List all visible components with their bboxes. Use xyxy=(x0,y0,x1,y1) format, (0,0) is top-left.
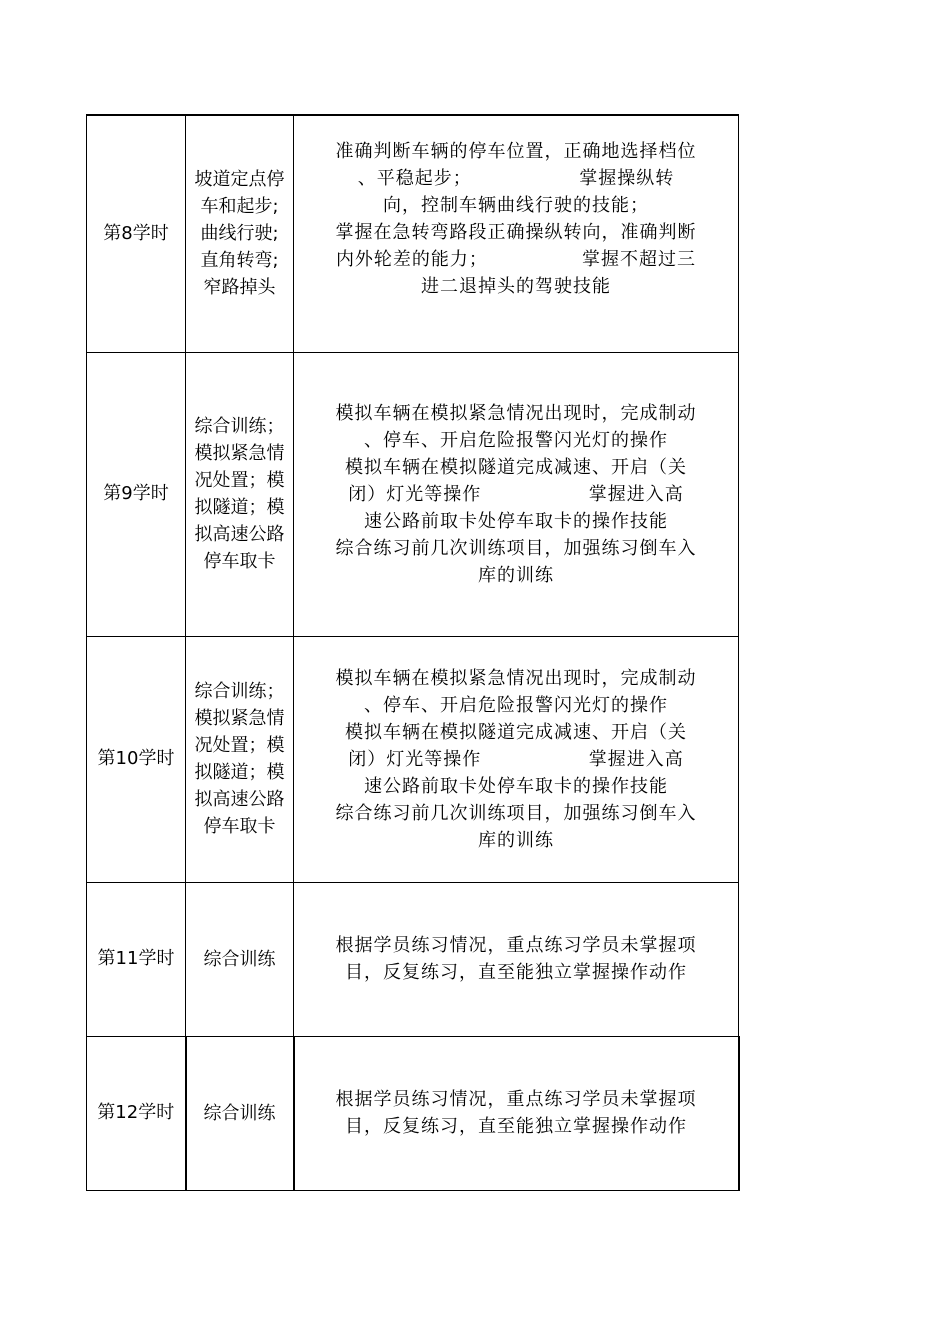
content-line: 内外轮差的能力； 掌握不超过三 xyxy=(335,249,697,270)
content-cell xyxy=(294,882,739,1036)
schedule-table xyxy=(86,114,740,1191)
content-cell xyxy=(294,1036,739,1190)
period-cell: 第10学时 xyxy=(87,636,186,882)
schedule-row xyxy=(87,115,739,352)
schedule-row xyxy=(87,352,739,636)
content-line: 速公路前取卡处停车取卡的操作技能 xyxy=(364,510,668,532)
content-line: 准确判断车辆的停车位置，正确地选择档位 xyxy=(335,141,697,162)
schedule-body xyxy=(87,115,739,1190)
content-line: 向，控制车辆曲线行驶的技能； xyxy=(383,195,649,216)
content-cell xyxy=(294,352,739,636)
content-line: 综合练习前几次训练项目，加强练习倒车入 xyxy=(335,802,697,824)
topic-cell xyxy=(186,352,294,636)
period-cell: 第9学时 xyxy=(87,352,186,636)
topic-cell xyxy=(186,1036,294,1190)
content-line: 库的训练 xyxy=(478,564,554,586)
content-line: 、停车、开启危险报警闪光灯的操作 xyxy=(364,429,668,451)
content-line: 目，反复练习，直至能独立掌握操作动作 xyxy=(345,1116,687,1137)
content-line: 目，反复练习，直至能独立掌握操作动作 xyxy=(345,962,687,983)
topic-text: 坡道定点停车和起步;曲线行驶;直角转弯;窄路掉头 xyxy=(194,169,285,299)
content-line: 、停车、开启危险报警闪光灯的操作 xyxy=(364,694,668,716)
content-line: 模拟车辆在模拟紧急情况出现时，完成制动 xyxy=(335,667,697,689)
content-line: 闭）灯光等操作 掌握进入高 xyxy=(348,483,684,505)
content-line: 速公路前取卡处停车取卡的操作技能 xyxy=(364,775,668,797)
schedule-row xyxy=(87,1036,739,1190)
period-cell: 第11学时 xyxy=(87,882,186,1036)
period-cell: 第12学时 xyxy=(87,1036,186,1190)
content-line: 根据学员练习情况，重点练习学员未掌握项 xyxy=(335,935,697,956)
topic-cell xyxy=(186,115,294,352)
period-cell: 第8学时 xyxy=(87,115,186,352)
content-line: 模拟车辆在模拟隧道完成减速、开启（关 xyxy=(345,721,687,743)
content-line: 模拟车辆在模拟紧急情况出现时，完成制动 xyxy=(335,402,697,424)
content-cell xyxy=(294,636,739,882)
content-line: 进二退掉头的驾驶技能 xyxy=(421,276,611,297)
schedule-row xyxy=(87,882,739,1036)
content-line: 库的训练 xyxy=(478,829,554,851)
topic-text: 综合训练 xyxy=(203,1102,276,1124)
content-line: 综合练习前几次训练项目，加强练习倒车入 xyxy=(335,537,697,559)
content-cell xyxy=(294,115,739,352)
content-line: 、平稳起步； 掌握操纵转 xyxy=(357,168,675,189)
topic-text: 综合训练；模拟紧急情况处置；模拟隧道；模拟高速公路停车取卡 xyxy=(194,681,285,837)
content-line: 掌握在急转弯路段正确操纵转向，准确判断 xyxy=(335,222,697,243)
topic-cell xyxy=(186,882,294,1036)
topic-text: 综合训练；模拟紧急情况处置；模拟隧道；模拟高速公路停车取卡 xyxy=(194,416,285,572)
topic-text: 综合训练 xyxy=(203,948,276,970)
content-line: 闭）灯光等操作 掌握进入高 xyxy=(348,748,684,770)
topic-cell xyxy=(186,636,294,882)
content-line: 模拟车辆在模拟隧道完成减速、开启（关 xyxy=(345,456,687,478)
schedule-row xyxy=(87,636,739,882)
content-line: 根据学员练习情况，重点练习学员未掌握项 xyxy=(335,1089,697,1110)
